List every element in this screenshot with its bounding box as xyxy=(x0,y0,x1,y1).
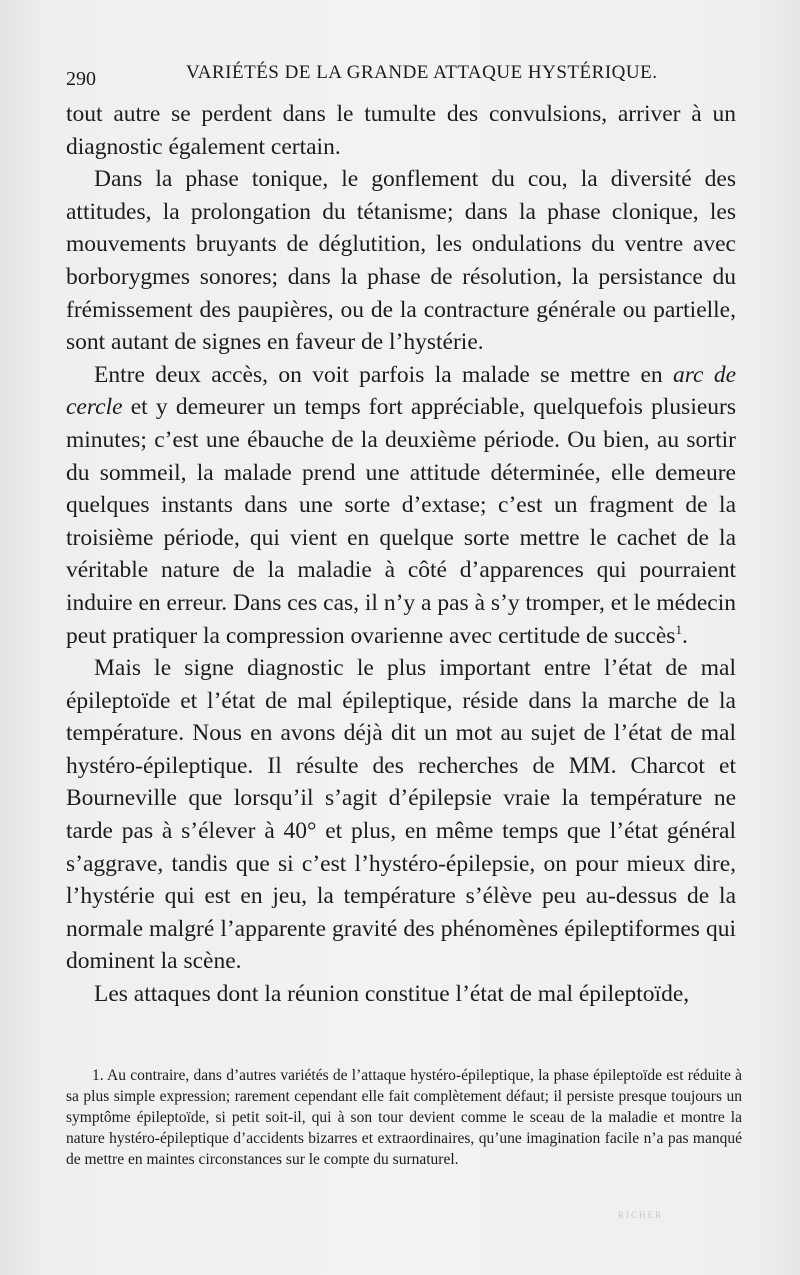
emphasis-text: arc de cercle xyxy=(66,361,736,421)
paragraph xyxy=(66,359,736,652)
paragraph-text: Entre deux accès, on voit parfois la malade se mettre en xyxy=(94,361,674,388)
paragraph-text: et y demeurer un temps fort appréciable, quelquefois plusieurs minutes; c’est une ébauche de la deuxième période. Ou bien, au sortir du sommeil, la malade prend une attitude déterminée, elle demeure quelques instants dans une sorte d’extase; c’est un fragment de la troisième période, qui vient en quelque sorte mettre le cachet de la véritable nature de la maladie à côté d’apparences qui pourraient induire en erreur. Dans ces cas, il n’y a pas à s’y tromper, et le médecin peut pratiquer la compression ovarienne avec certitude de succès xyxy=(66,394,736,649)
footnote: 1. Au contraire, dans d’autres variétés de l’attaque hystéro-épileptique, la phase épileptoïde est réduite à sa plus simple expression; rarement cependant elle fait complètement défaut; il persiste presque toujours un symptôme épileptoïde, si petit soit-il, qui à son tour devient comme le sceau de la maladie et montre la nature hystéro-épileptique d’accidents bizarres et extraordinaires, qu’une imagination facile n’a pas manqué de mettre en maintes circonstances sur le compte du surnaturel. xyxy=(66,1067,742,1168)
running-title: VARIÉTÉS DE LA GRANDE ATTAQUE HYSTÉRIQUE. xyxy=(186,62,658,83)
paragraph-text: . xyxy=(681,622,688,649)
footnote-reference: 1 xyxy=(675,621,682,637)
body-text xyxy=(66,98,736,1011)
running-header xyxy=(66,62,736,92)
paragraph-continued: tout autre se perdent dans le tumulte des convulsions, arriver à un diagnostic également certain. xyxy=(66,101,736,160)
footnotes xyxy=(66,1065,742,1170)
signature-mark: RICHER xyxy=(618,1210,664,1220)
paragraph: Dans la phase tonique, le gonflement du cou, la diversité des attitudes, la prolongation du tétanisme; dans la phase clonique, les mouvements bruyants de déglutition, les ondulations du ventre avec borborygmes sonores; dans la phase de résolution, la persistance du frémissement des paupières, ou de la contracture générale ou partielle, sont autant de signes en faveur de l’hystérie. xyxy=(66,166,736,356)
page-number: 290 xyxy=(66,68,96,90)
paragraph: Mais le signe diagnostic le plus important entre l’état de mal épileptoïde et l’état de mal épileptique, réside dans la marche de la température. Nous en avons déjà dit un mot au sujet de l’état de mal hystéro-épileptique. Il résulte des recherches de MM. Charcot et Bourneville que lorsqu’il s’agit d’épilepsie vraie la température ne tarde pas à s’élever à 40° et plus, en même temps que l’état général s’aggrave, tandis que si c’est l’hystéro-épilepsie, on pour mieux dire, l’hystérie qui est en jeu, la température s’élève peu au-dessus de la normale malgré l’apparente gravité des phénomènes épileptiformes qui dominent la scène. xyxy=(66,655,736,975)
paragraph: Les attaques dont la réunion constitue l’état de mal épileptoïde, xyxy=(94,981,690,1008)
